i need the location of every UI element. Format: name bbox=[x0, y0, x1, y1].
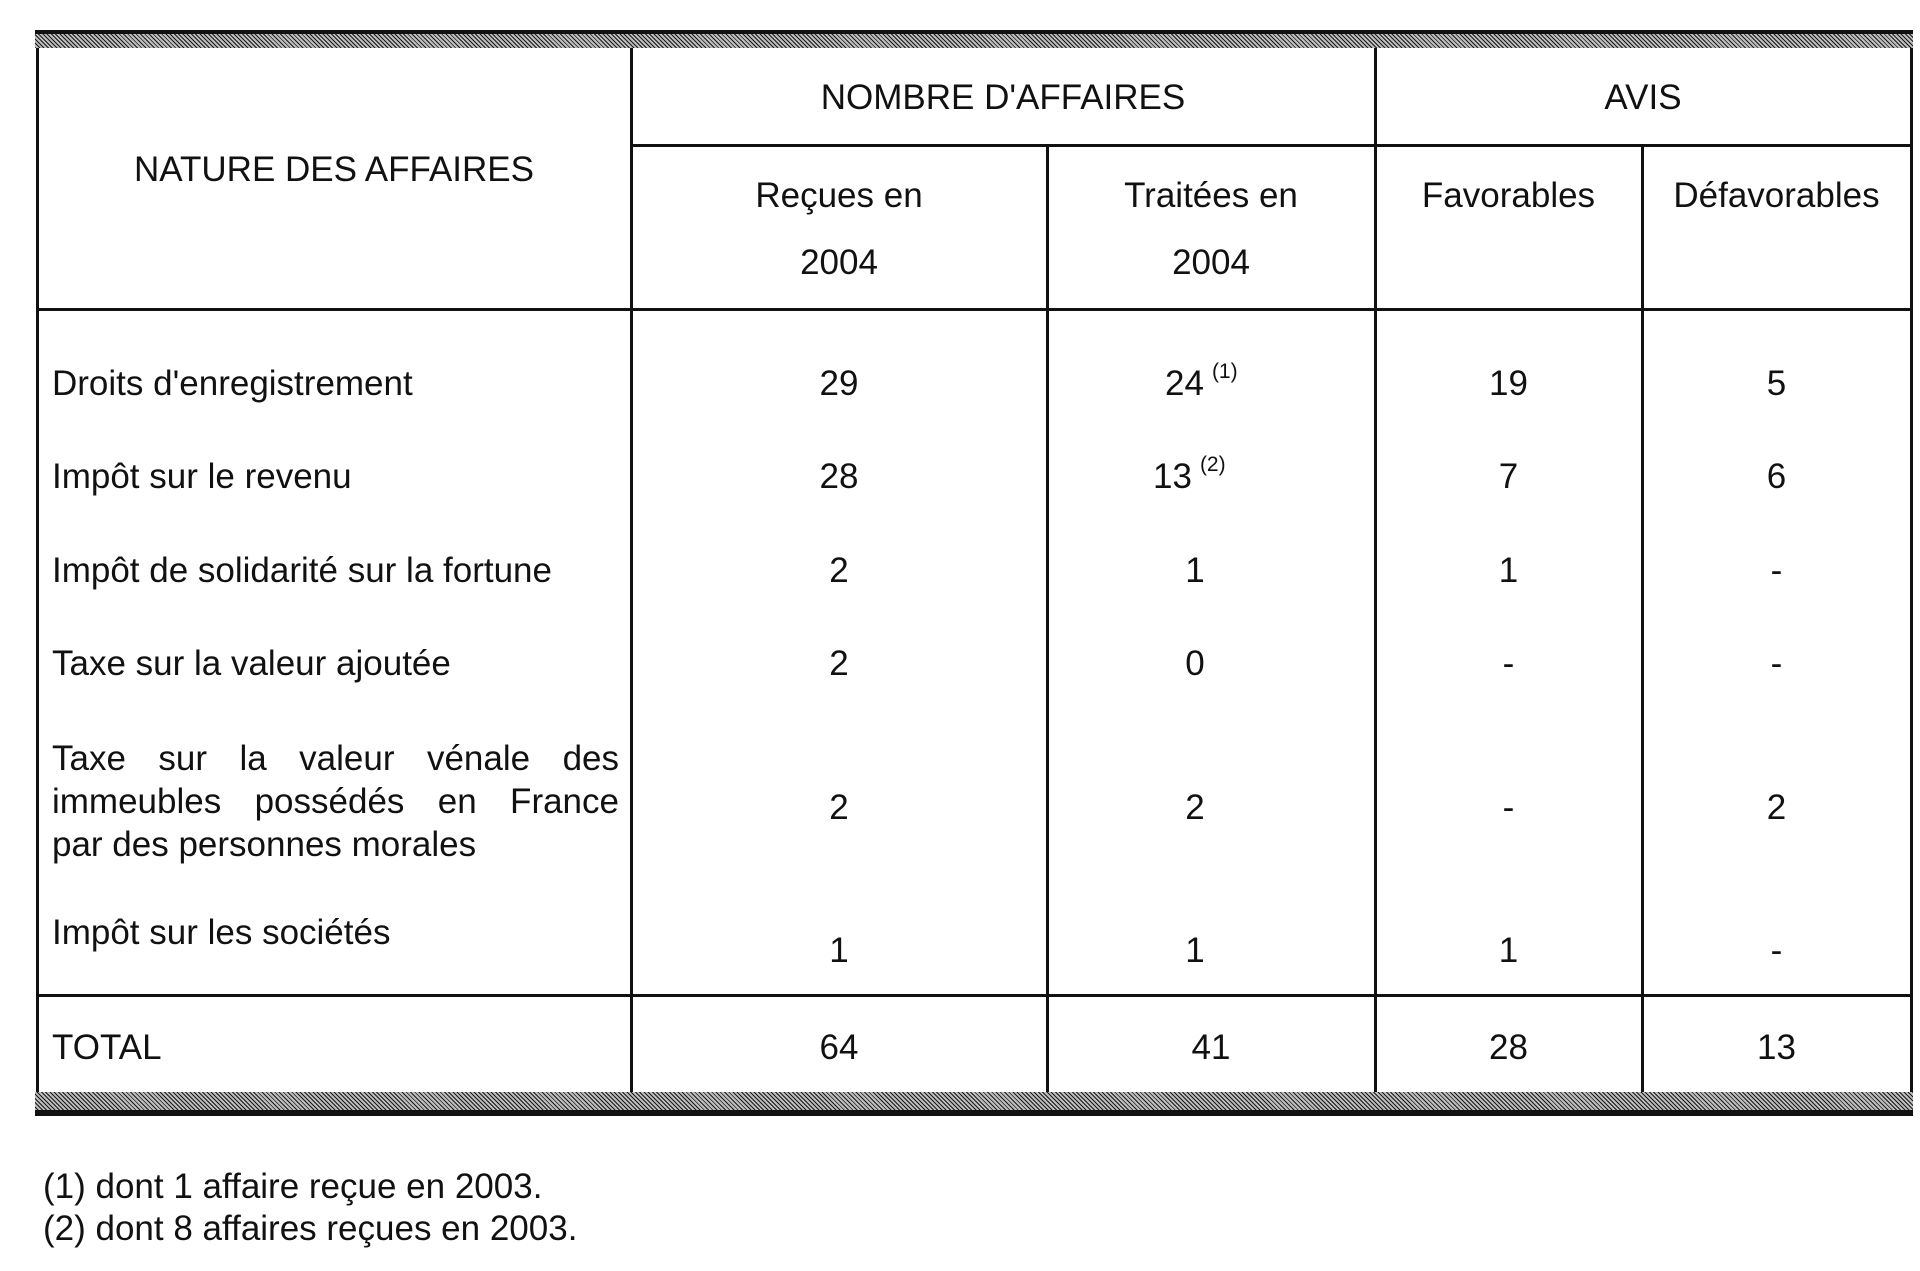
row-6-favorables: 1 bbox=[1498, 931, 1519, 970]
row-2-recues: 28 bbox=[819, 457, 859, 496]
row-6-nature: Impôt sur les sociétés bbox=[52, 913, 391, 952]
row-4-traitees: 0 bbox=[1185, 644, 1205, 683]
row-1-recues: 29 bbox=[819, 364, 859, 403]
row-1-nature: Droits d'enregistrement bbox=[52, 364, 413, 403]
row-5-recues: 2 bbox=[829, 788, 849, 827]
header-defavorables: Défavorables bbox=[1673, 176, 1880, 215]
row-5-defavorables: 2 bbox=[1766, 788, 1787, 827]
table-bottom-band bbox=[35, 1092, 1913, 1116]
row-3-defavorables: - bbox=[1770, 551, 1783, 590]
row-1-traitees-value: 24 bbox=[1165, 364, 1204, 403]
header-favorables: Favorables bbox=[1421, 176, 1596, 215]
row-5-nature bbox=[52, 737, 619, 866]
row-3-recues: 2 bbox=[829, 551, 849, 590]
header-traitees-line2: 2004 bbox=[1172, 243, 1250, 282]
table-border-left bbox=[36, 48, 39, 1092]
header-avis: AVIS bbox=[1604, 78, 1682, 117]
row-4-defavorables: - bbox=[1770, 644, 1783, 683]
row-5-nature-line-3: par des personnes morales bbox=[52, 825, 477, 864]
table-top-band bbox=[35, 30, 1913, 48]
table-border-right bbox=[1910, 48, 1913, 1092]
total-top-border bbox=[36, 994, 1913, 997]
row-6-recues: 1 bbox=[829, 931, 849, 970]
row-4-recues: 2 bbox=[829, 644, 849, 683]
row-5-nature-line-1: Taxe sur la valeur vénale des bbox=[52, 739, 619, 778]
row-2-traitees bbox=[1153, 453, 1226, 502]
footnote-marker-2: (2) bbox=[1199, 453, 1226, 476]
row-5-nature-line-2: immeubles possédés en France bbox=[52, 782, 619, 821]
row-5-traitees: 2 bbox=[1185, 788, 1205, 827]
row-6-traitees: 1 bbox=[1185, 931, 1205, 970]
header-bottom-border bbox=[36, 308, 1913, 311]
total-favorables: 28 bbox=[1489, 1028, 1528, 1067]
row-3-favorables: 1 bbox=[1498, 551, 1519, 590]
row-5-favorables: - bbox=[1502, 788, 1515, 827]
header-nature: NATURE DES AFFAIRES bbox=[134, 150, 534, 189]
row-4-nature: Taxe sur la valeur ajoutée bbox=[52, 644, 451, 683]
row-1-defavorables: 5 bbox=[1766, 364, 1787, 403]
row-2-defavorables: 6 bbox=[1766, 457, 1787, 496]
header-subdivider bbox=[630, 144, 1913, 147]
footnote-1: (1) dont 1 affaire reçue en 2003. bbox=[43, 1167, 543, 1206]
header-recues-line2: 2004 bbox=[800, 243, 878, 282]
footnote-marker-1: (1) bbox=[1211, 360, 1238, 383]
row-2-favorables: 7 bbox=[1498, 457, 1519, 496]
row-2-traitees-value: 13 bbox=[1153, 457, 1192, 496]
row-1-traitees bbox=[1165, 360, 1238, 409]
row-3-nature: Impôt de solidarité sur la fortune bbox=[52, 551, 552, 590]
total-defavorables: 13 bbox=[1757, 1028, 1796, 1067]
header-traitees-line1: Traitées en bbox=[1124, 176, 1298, 215]
total-traitees: 41 bbox=[1191, 1028, 1231, 1067]
total-recues: 64 bbox=[819, 1028, 859, 1067]
row-4-favorables: - bbox=[1502, 644, 1515, 683]
row-6-defavorables: - bbox=[1770, 931, 1783, 970]
footnote-2: (2) dont 8 affaires reçues en 2003. bbox=[43, 1209, 578, 1248]
header-recues-line1: Reçues en bbox=[755, 176, 923, 215]
header-nombre: NOMBRE D'AFFAIRES bbox=[820, 78, 1186, 117]
row-3-traitees: 1 bbox=[1185, 551, 1205, 590]
column-divider-2 bbox=[1046, 147, 1049, 1092]
row-2-nature: Impôt sur le revenu bbox=[52, 457, 352, 496]
row-1-favorables: 19 bbox=[1489, 364, 1528, 403]
total-label: TOTAL bbox=[52, 1028, 162, 1067]
